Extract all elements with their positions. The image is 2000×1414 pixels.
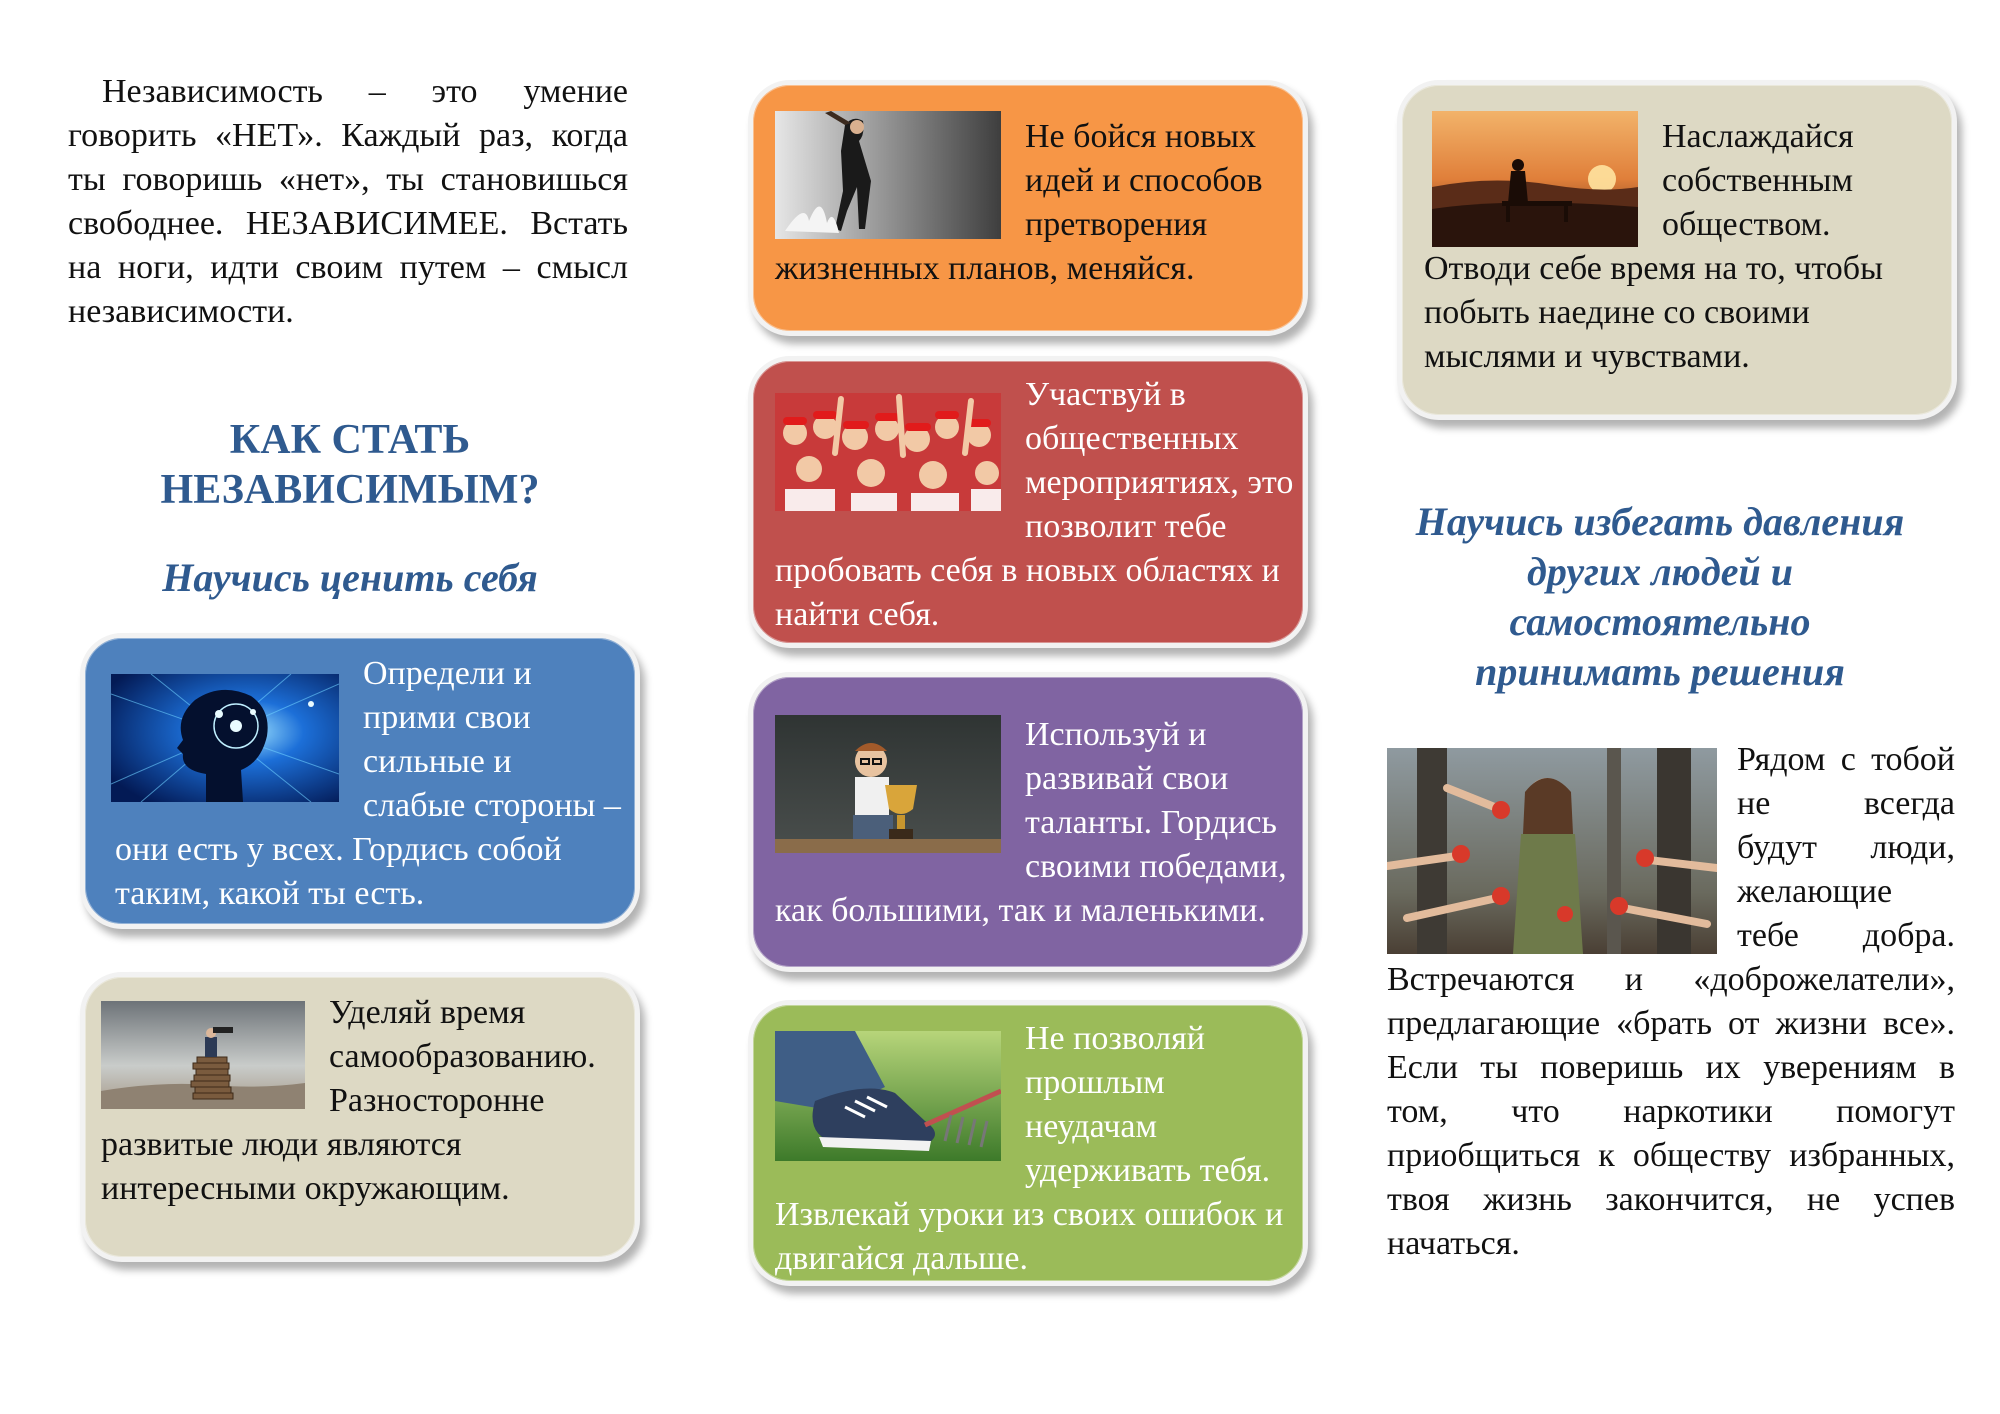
card-past-failures	[748, 1000, 1308, 1286]
card-new-ideas	[748, 80, 1308, 336]
main-title: КАК СТАТЬ НЕЗАВИСИМЫМ?	[160, 417, 540, 513]
head-brain-icon	[111, 674, 339, 802]
sunset-bench-icon	[1432, 111, 1638, 247]
card-public-events-text: Участвуй в общественных мероприятиях, это позволит тебе пробовать себя в новых областях и найти себя.	[775, 376, 1294, 633]
closing-paragraph	[1387, 738, 1955, 1266]
card-public-events	[748, 356, 1308, 648]
subtitle-value-yourself: Научись ценить себя	[162, 555, 538, 600]
closing-paragraph-text: Рядом с тобой не всегда будут люди, желающие тебе добра. Встречаются и «доброжелатели», предлагающие «брать от жизни все». Если ты поверишь их уверениям в том, что наркотики помогут приобщиться к обществу избранных, твоя жизнь закончится, не успев начаться.	[1387, 741, 1955, 1262]
card-strengths	[80, 633, 640, 929]
card-talents-text: Используй и развивай свои таланты. Гордись своими победами, как большими, так и маленькими.	[775, 716, 1287, 929]
intro-paragraph: Независимость – это умение говорить «НЕТ». Каждый раз, когда ты говоришь «нет», ты становишься свободнее. НЕЗАВИСИМЕЕ. Встать на ноги, идти своим путем – смысл независимости.	[68, 73, 628, 330]
book-stack-telescope-icon	[101, 1001, 305, 1109]
card-self-education-text: Уделяй время самообразованию. Разносторонне развитые люди являются интересными окружающим.	[101, 994, 596, 1207]
subtitle-avoid-pressure: Научись избегать давления других людей и самостоятельно принимать решения	[1415, 499, 1905, 694]
card-new-ideas-text: Не бойся новых идей и способов претворения жизненных планов, меняйся.	[775, 118, 1263, 287]
trophy-boy-icon	[775, 715, 1001, 853]
card-own-company-text: Наслаждайся собственным обществом. Отводи себе время на то, чтобы побыть наедине со своими мыслями и чувствами.	[1424, 118, 1883, 375]
card-strengths-text: Определи и прими свои сильные и слабые стороны – они есть у всех. Гордись собой таким, какой ты есть.	[115, 655, 621, 912]
card-own-company	[1397, 80, 1957, 420]
card-past-failures-text: Не позволяй прошлым неудачам удерживать тебя. Извлекай уроки из своих ошибок и двигайся дальше.	[775, 1020, 1284, 1277]
card-talents	[748, 672, 1308, 972]
crowd-icon	[775, 393, 1001, 511]
dancer-icon	[775, 111, 1001, 239]
girl-offered-apples-icon	[1387, 748, 1717, 954]
sneaker-rake-icon	[775, 1031, 1001, 1161]
card-self-education	[80, 972, 640, 1262]
